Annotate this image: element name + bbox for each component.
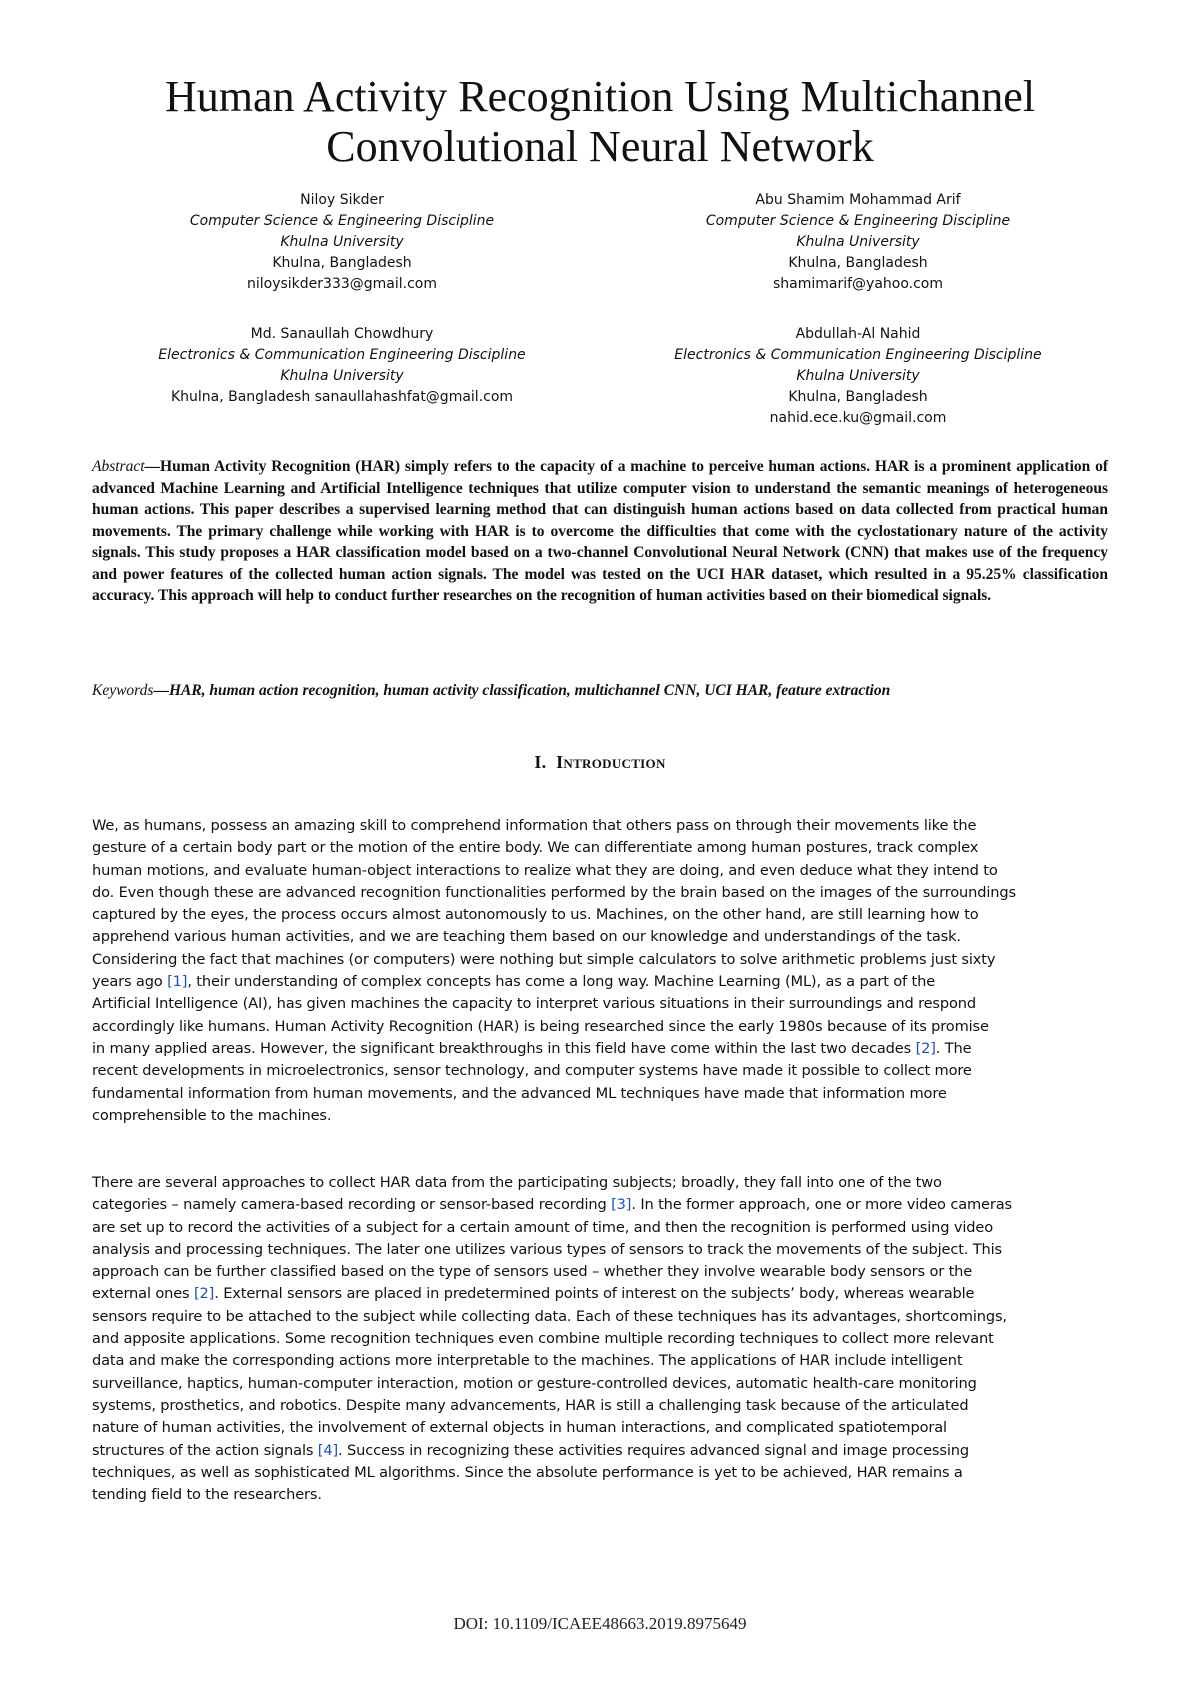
paragraph-line: Artificial Intelligence (AI), has given machines the capacity to interpret various situations in their surroundings and respond xyxy=(92,995,976,1013)
paragraph-line: techniques, as well as sophisticated ML algorithms. Since the absolute performance is yet to be achieved, HAR remains a xyxy=(92,1463,963,1481)
paragraph-line xyxy=(92,971,1108,993)
citation-link[interactable]: [2] xyxy=(915,1039,936,1057)
section-title: Introduction xyxy=(556,752,666,772)
paragraph-line: analysis and processing techniques. The later one utilizes various types of sensors to track the movements of the subject. This xyxy=(92,1240,1002,1258)
author-name: Abu Shamim Mohammad Arif xyxy=(755,192,961,208)
paragraph-line: There are several approaches to collect HAR data from the participating subjects; broadly, they fall into one of the two xyxy=(92,1174,942,1191)
author-name: Md. Sanaullah Chowdhury xyxy=(250,326,434,342)
paragraph-line: sensors require to be attached to the subject while collecting data. Each of these techniques has its advantages, shortcomings, xyxy=(92,1307,1007,1325)
author-department: Electronics & Communication Engineering Discipline xyxy=(158,347,526,363)
paragraph-text: , their understanding of complex concepts has come a long way. Machine Learning (ML), as a part of the xyxy=(187,973,936,991)
author-city: Khulna, Bangladesh xyxy=(788,389,928,405)
paragraph-line: human motions, and evaluate human-object interactions to realize what they are doing, and even deduce what they intend to xyxy=(92,861,998,879)
keywords-text: —HAR, human action recognition, human activity classification, multichannel CNN, UCI HAR, feature extraction xyxy=(153,682,891,699)
author-block-4 xyxy=(618,324,1098,429)
author-name: Abdullah-Al Nahid xyxy=(795,326,921,342)
keywords xyxy=(92,680,1108,702)
paragraph-line xyxy=(92,1038,1108,1060)
author-university: Khulna University xyxy=(280,368,404,384)
author-department: Computer Science & Engineering Discipline xyxy=(189,213,495,229)
author-block-1 xyxy=(102,190,582,295)
author-block-2 xyxy=(618,190,1098,295)
author-department: Computer Science & Engineering Discipline xyxy=(705,213,1011,229)
paragraph-line: fundamental information from human movements, and the advanced ML techniques have made that information more xyxy=(92,1084,947,1102)
author-city: Khulna, Bangladesh xyxy=(788,255,928,271)
paragraph-line: approach can be further classified based on the type of sensors used – whether they involve wearable body sensors or the xyxy=(92,1263,973,1281)
paragraph-text: . The xyxy=(935,1039,972,1057)
paragraph-line: comprehensible to the machines. xyxy=(92,1106,332,1124)
paragraph-line: recent developments in microelectronics, sensor technology, and computer systems have made it possible to collect more xyxy=(92,1062,972,1080)
author-department: Electronics & Communication Engineering Discipline xyxy=(674,347,1042,363)
author-university: Khulna University xyxy=(796,234,920,250)
title-line-2: Convolutional Neural Network xyxy=(326,122,874,171)
citation-link[interactable]: [2] xyxy=(194,1285,215,1303)
author-university: Khulna University xyxy=(280,234,404,250)
paragraph-text: structures of the action signals xyxy=(92,1441,318,1459)
abstract xyxy=(92,456,1108,607)
paragraph-line: Considering the fact that machines (or computers) were nothing but simple calculators to solve arithmetic problems just sixty xyxy=(92,950,996,968)
paragraph-line: are set up to record the activities of a subject for a certain amount of time, and then the recognition is performed using video xyxy=(92,1218,993,1236)
section-heading-introduction xyxy=(0,752,1200,773)
paragraph-line: nature of human activities, the involvement of external objects in human interactions, and complicated spatiotemporal xyxy=(92,1419,947,1437)
abstract-label: Abstract xyxy=(92,458,145,475)
paragraph-line: systems, prosthetics, and robotics. Despite many advancements, HAR is still a challenging task because of the articulated xyxy=(92,1396,969,1414)
author-university: Khulna University xyxy=(796,368,920,384)
paragraph-text: . External sensors are placed in predetermined points of interest on the subjects’ body, whereas wearable xyxy=(214,1285,975,1303)
doi-footer: DOI: 10.1109/ICAEE48663.2019.8975649 xyxy=(453,1614,747,1633)
paragraph-line xyxy=(92,1194,1108,1216)
intro-paragraph-2 xyxy=(92,1172,1108,1506)
citation-link[interactable]: [1] xyxy=(167,973,188,991)
paragraph-line: captured by the eyes, the process occurs almost autonomously to us. Machines, on the other hand, are still learning how to xyxy=(92,906,979,924)
paragraph-line xyxy=(92,1440,1108,1462)
paragraph-line: and apposite applications. Some recognition techniques even combine multiple recording techniques to collect more relevant xyxy=(92,1330,994,1348)
paragraph-line: accordingly like humans. Human Activity Recognition (HAR) is being researched since the early 1980s because of its promise xyxy=(92,1017,989,1035)
author-email[interactable]: shamimarif@yahoo.com xyxy=(772,276,944,292)
paragraph-text: . In the former approach, one or more video cameras xyxy=(631,1196,1012,1214)
paragraph-line: do. Even though these are advanced recognition functionalities performed by the brain based on the images of the surroundings xyxy=(92,883,1016,901)
intro-paragraph-1 xyxy=(92,815,1108,1127)
citation-link[interactable]: [4] xyxy=(317,1441,339,1459)
paragraph-line: apprehend various human activities, and we are teaching them based on our knowledge and understandings of the task. xyxy=(92,928,961,946)
abstract-text: —Human Activity Recognition (HAR) simply refers to the capacity of a machine to perceive human actions. HAR is a prominent application of advanced Machine Learning and Artificial Intelligence techniques that utilize computer vision to understand the semantic meanings of heterogeneous human actions. This paper describes a supervised learning method that can distinguish human actions based on data collected from practical human movements. The primary challenge while working with HAR is to overcome the difficulties that come with the cyclostationary nature of the activity signals. This study proposes a HAR classification model based on a two-channel Convolutional Neural Network (CNN) that makes use of the frequency and power features of the collected human action signals. The model was tested on the UCI HAR dataset, which resulted in a 95.25% classification accuracy. This approach will help to conduct further researches on the recognition of human activities based on their biomedical signals. xyxy=(92,458,1108,604)
keywords-label: Keywords xyxy=(92,682,154,699)
paragraph-text: categories – namely camera-based recording or sensor-based recording xyxy=(92,1196,612,1214)
citation-link[interactable]: [3] xyxy=(611,1196,632,1214)
author-block-3 xyxy=(102,324,582,408)
paragraph-line: data and make the corresponding actions more interpretable to the machines. The applications of HAR include intelligent xyxy=(92,1352,963,1370)
paragraph-text: external ones xyxy=(92,1285,194,1303)
paragraph-line: We, as humans, possess an amazing skill to comprehend information that others pass on through their movements like the xyxy=(92,817,977,834)
paragraph-text: . Success in recognizing these activities requires advanced signal and image processing xyxy=(338,1441,969,1459)
author-city-email[interactable]: Khulna, Bangladesh sanaullahashfat@gmail.com xyxy=(170,389,514,405)
paragraph-text: in many applied areas. However, the significant breakthroughs in this field have come within the last two decades xyxy=(92,1039,916,1057)
paragraph-line: gesture of a certain body part or the motion of the entire body. We can differentiate among human postures, track complex xyxy=(92,839,979,857)
paper-title xyxy=(60,72,1140,172)
author-email[interactable]: niloysikder333@gmail.com xyxy=(246,276,437,292)
paragraph-line: tending field to the researchers. xyxy=(92,1486,322,1504)
title-line-1: Human Activity Recognition Using Multichannel xyxy=(164,72,1036,121)
paragraph-line: surveillance, haptics, human-computer interaction, motion or gesture-controlled devices, automatic health-care monitoring xyxy=(92,1374,977,1392)
author-name: Niloy Sikder xyxy=(300,192,384,208)
author-email[interactable]: nahid.ece.ku@gmail.com xyxy=(769,410,947,426)
section-number: I. xyxy=(534,752,547,772)
author-city: Khulna, Bangladesh xyxy=(272,255,412,271)
paragraph-line xyxy=(92,1283,1108,1305)
paragraph-text: years ago xyxy=(92,973,168,991)
